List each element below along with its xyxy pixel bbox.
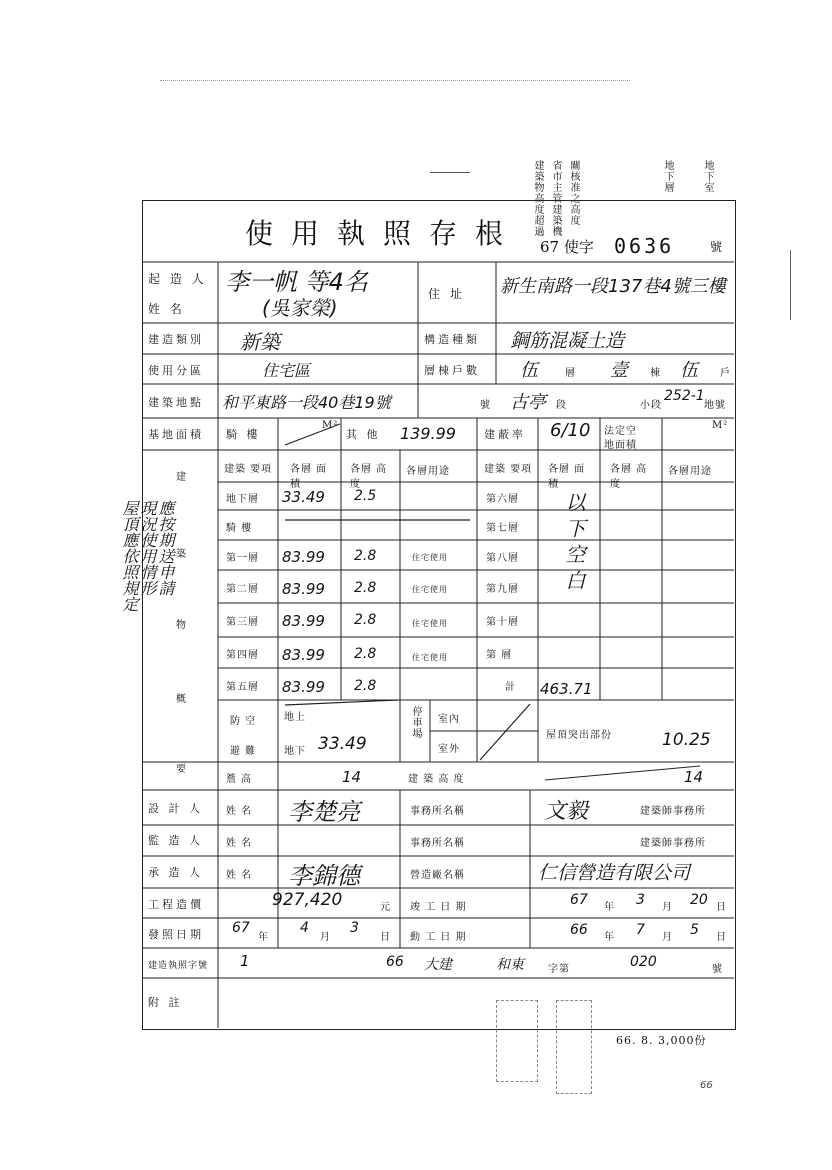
label-contractor-firm: 營造廠名稱 <box>410 870 465 881</box>
form-title: 使用執照存根 <box>245 217 522 250</box>
roof-protrusion: 10.25 <box>662 730 711 750</box>
label-owner: 起 造 人 <box>148 272 207 286</box>
label-eaves: 簷 高 <box>226 774 253 785</box>
row-floor2: 第二層 <box>226 584 259 595</box>
label-coverage: 建蔽率 <box>484 428 526 441</box>
issue-day: 3 <box>350 920 359 936</box>
coverage: 6/10 <box>550 420 591 441</box>
eaves-height: 14 <box>342 768 362 786</box>
row-basement: 地下層 <box>226 494 259 505</box>
floor1-use: 住宅使用 <box>412 553 448 562</box>
label-supervisor-office: 事務所名稱 <box>410 838 465 849</box>
label-legal-open-2: 地面積 <box>604 440 637 451</box>
label-arch-office-2: 建築師事務所 <box>640 838 706 849</box>
label-lot-suffix: 地號 <box>704 400 726 411</box>
label-issue-ri: 日 <box>380 932 391 943</box>
issue-year: 67 <box>232 920 250 936</box>
label-address: 住 址 <box>428 287 465 301</box>
label-zi-di: 字第 <box>548 964 570 975</box>
floor2-area: 83.99 <box>282 580 325 598</box>
label-other: 其 他 <box>346 428 381 441</box>
owner-name-2: (吳家榮) <box>262 296 338 320</box>
label-completion-date: 竣 工 日 期 <box>410 902 467 913</box>
label-start-date: 動 工 日 期 <box>410 932 467 943</box>
other-area: 139.99 <box>400 424 456 443</box>
floors-count: 伍 <box>520 360 538 381</box>
permit-num: 020 <box>630 954 657 970</box>
permit-zi1: 大建 <box>424 957 452 973</box>
permit-number-prefix: 67 使字 <box>540 238 594 256</box>
label-designer: 設 計 人 <box>148 802 203 815</box>
label-contractor-name: 姓 名 <box>226 870 253 881</box>
completion-month: 3 <box>636 892 645 908</box>
label-supervisor: 監 造 人 <box>148 834 203 847</box>
floor3-area: 83.99 <box>282 612 325 630</box>
floor4-use: 住宅使用 <box>412 653 448 662</box>
owner-address: 新生南路一段137巷4號三樓 <box>500 276 726 297</box>
row-floor8: 第八層 <box>486 553 519 564</box>
basement-height: 2.5 <box>354 488 377 504</box>
label-below: 地下 <box>284 746 306 757</box>
col-header-area: 各層 面積 <box>290 464 328 490</box>
building-type: 新築 <box>240 330 280 354</box>
footer-print-info: 66. 8. 3,000份 <box>616 1034 707 1047</box>
row-floor7: 第七層 <box>486 523 519 534</box>
total-area: 463.71 <box>540 680 593 698</box>
owner-name: 李一帆 等4名 <box>225 268 368 296</box>
seal-stamp-1 <box>496 1000 538 1082</box>
cost: 927,420 <box>272 890 343 910</box>
label-outdoor: 室外 <box>438 744 460 755</box>
row-total: 計 <box>505 682 516 693</box>
use-zone: 住宅區 <box>262 361 311 380</box>
units-count: 伍 <box>680 360 698 381</box>
floor3-height: 2.8 <box>354 612 377 628</box>
label-site-area: 基地面積 <box>148 428 204 441</box>
floor4-height: 2.8 <box>354 646 377 662</box>
label-start-yue: 月 <box>662 932 673 943</box>
stamp-text-5: 地下室 <box>702 160 713 193</box>
label-parking: 停車場 <box>410 706 421 739</box>
label-floor-unit: 層 <box>565 368 576 379</box>
label-shelter: 防 空 <box>230 716 257 727</box>
label-site-location: 建築地點 <box>148 396 204 409</box>
label-shelter-2: 避 難 <box>230 746 257 757</box>
label-building-side2: 築 <box>176 549 187 560</box>
label-structure-type: 構造種類 <box>424 333 480 346</box>
label-floors-units: 層棟戶數 <box>424 364 480 377</box>
row-floor3: 第三層 <box>226 617 259 628</box>
label-notes: 附 註 <box>148 996 183 1009</box>
designer-office: 文毅 <box>544 799 589 824</box>
completion-day: 20 <box>690 892 708 908</box>
floor3-use: 住宅使用 <box>412 619 448 628</box>
label-legal-open-1: 法定空 <box>604 426 637 437</box>
row-floor6: 第六層 <box>486 494 519 505</box>
col-header-item-2: 建築 要項 <box>484 464 533 475</box>
col-header-use-2: 各層用途 <box>668 466 712 477</box>
label-above: 地上 <box>284 712 306 723</box>
side-note-3: 應按期送申請 <box>156 500 175 596</box>
floor5-height: 2.8 <box>354 678 377 694</box>
shelter-below: 33.49 <box>318 734 367 754</box>
label-building-unit: 棟 <box>650 368 661 379</box>
label-subsection: 小段 <box>640 400 662 411</box>
row-floor-n: 第 層 <box>486 650 513 661</box>
side-note-2: 現況使用情形 <box>138 500 157 596</box>
label-contractor: 承 造 人 <box>148 866 203 879</box>
label-start-nian: 年 <box>604 932 615 943</box>
start-day: 5 <box>690 922 699 938</box>
row-arcade: 騎 樓 <box>226 523 253 534</box>
stamp-text-3: 關核准之高度 <box>568 160 579 226</box>
label-hao: 號 <box>712 964 723 975</box>
corner-mark: 66 <box>700 1080 713 1091</box>
label-issue-nian: 年 <box>258 932 269 943</box>
site-lot: 和平東路一段40巷19號 <box>222 393 391 412</box>
label-building-type: 建造類別 <box>148 333 204 346</box>
floor5-area: 83.99 <box>282 678 325 696</box>
side-note-1: 屋頂應依照規定 <box>120 500 139 612</box>
unit-arcade-m2: M² <box>322 420 339 431</box>
row-floor9: 第九層 <box>486 584 519 595</box>
row-floor10: 第十層 <box>486 617 519 628</box>
label-unit-unit: 戶 <box>720 368 731 379</box>
label-building-side: 建 <box>176 472 187 483</box>
stamp-text-1: 建築物高度超過 <box>532 160 543 237</box>
row-floor4: 第四層 <box>226 650 259 661</box>
label-cost: 工程造價 <box>148 898 204 911</box>
permit-number-suffix: 號 <box>710 240 723 254</box>
start-year: 66 <box>570 922 588 938</box>
permit-no-num: 1 <box>240 952 250 970</box>
start-month: 7 <box>636 922 645 938</box>
label-building-side3: 物 <box>176 620 187 631</box>
completion-year: 67 <box>570 892 588 908</box>
label-building-side4: 概 <box>176 694 187 705</box>
label-lot-no: 號 <box>480 400 491 411</box>
col-header-height: 各層 高度 <box>350 464 388 490</box>
stamp-text-4: 地下層 <box>662 160 673 193</box>
unit-legal-m2: M² <box>712 420 729 431</box>
basement-area: 33.49 <box>282 488 325 506</box>
seal-stamp-2 <box>556 1000 592 1094</box>
label-arch-office: 建築師事務所 <box>640 806 706 817</box>
label-completion-ri: 日 <box>716 902 727 913</box>
site-lot-no: 252-1 <box>664 388 705 404</box>
floor4-area: 83.99 <box>282 646 325 664</box>
stamp-text-2: 省市主管建築機 <box>550 160 561 237</box>
contractor-name: 李錦德 <box>288 862 360 890</box>
floor1-height: 2.8 <box>354 548 377 564</box>
label-indoor: 室內 <box>438 714 460 725</box>
permit-year: 66 <box>386 954 404 970</box>
label-supervisor-name: 姓 名 <box>226 838 253 849</box>
site-section: 古亭 <box>510 392 546 413</box>
label-completion-nian: 年 <box>604 902 615 913</box>
permit-zi2: 和東 <box>496 957 524 973</box>
label-use-zone: 使用分區 <box>148 364 204 377</box>
label-designer-name: 姓 名 <box>226 806 253 817</box>
label-issue-yue: 月 <box>320 932 331 943</box>
no-use-note: 以下空白 <box>562 492 586 596</box>
col-header-area-2: 各層 面積 <box>548 464 586 490</box>
label-owner-name: 姓 名 <box>148 302 185 316</box>
label-completion-yue: 月 <box>662 902 673 913</box>
floor1-area: 83.99 <box>282 548 325 566</box>
label-start-ri: 日 <box>716 932 727 943</box>
label-arcade: 騎 樓 <box>226 428 261 441</box>
floor2-height: 2.8 <box>354 580 377 596</box>
col-header-item: 建築 要項 <box>224 464 273 475</box>
right-edge-mark <box>790 250 811 320</box>
permit-number: 0636 <box>614 234 675 258</box>
label-yuan: 元 <box>380 902 391 913</box>
label-issue-date: 發照日期 <box>148 928 204 941</box>
label-building-side5: 要 <box>176 764 187 775</box>
structure-type: 鋼筋混凝土造 <box>510 330 625 352</box>
label-roof-protrusion: 屋頂突出部份 <box>546 730 612 741</box>
label-permit-no: 建造執照字號 <box>148 961 209 971</box>
issue-month: 4 <box>300 920 309 936</box>
buildings-count: 壹 <box>610 360 628 381</box>
row-floor5: 第五層 <box>226 682 259 693</box>
floor2-use: 住宅使用 <box>412 585 448 594</box>
col-header-height-2: 各層 高度 <box>610 464 648 490</box>
label-section: 段 <box>556 400 567 411</box>
contractor-firm: 仁信營造有限公司 <box>538 862 691 884</box>
designer-name: 李楚亮 <box>288 798 360 826</box>
label-building-height: 建 築 高 度 <box>408 774 465 785</box>
building-height: 14 <box>684 768 704 786</box>
row-floor1: 第一層 <box>226 553 259 564</box>
label-designer-office: 事務所名稱 <box>410 806 465 817</box>
col-header-use: 各層用途 <box>406 466 450 477</box>
